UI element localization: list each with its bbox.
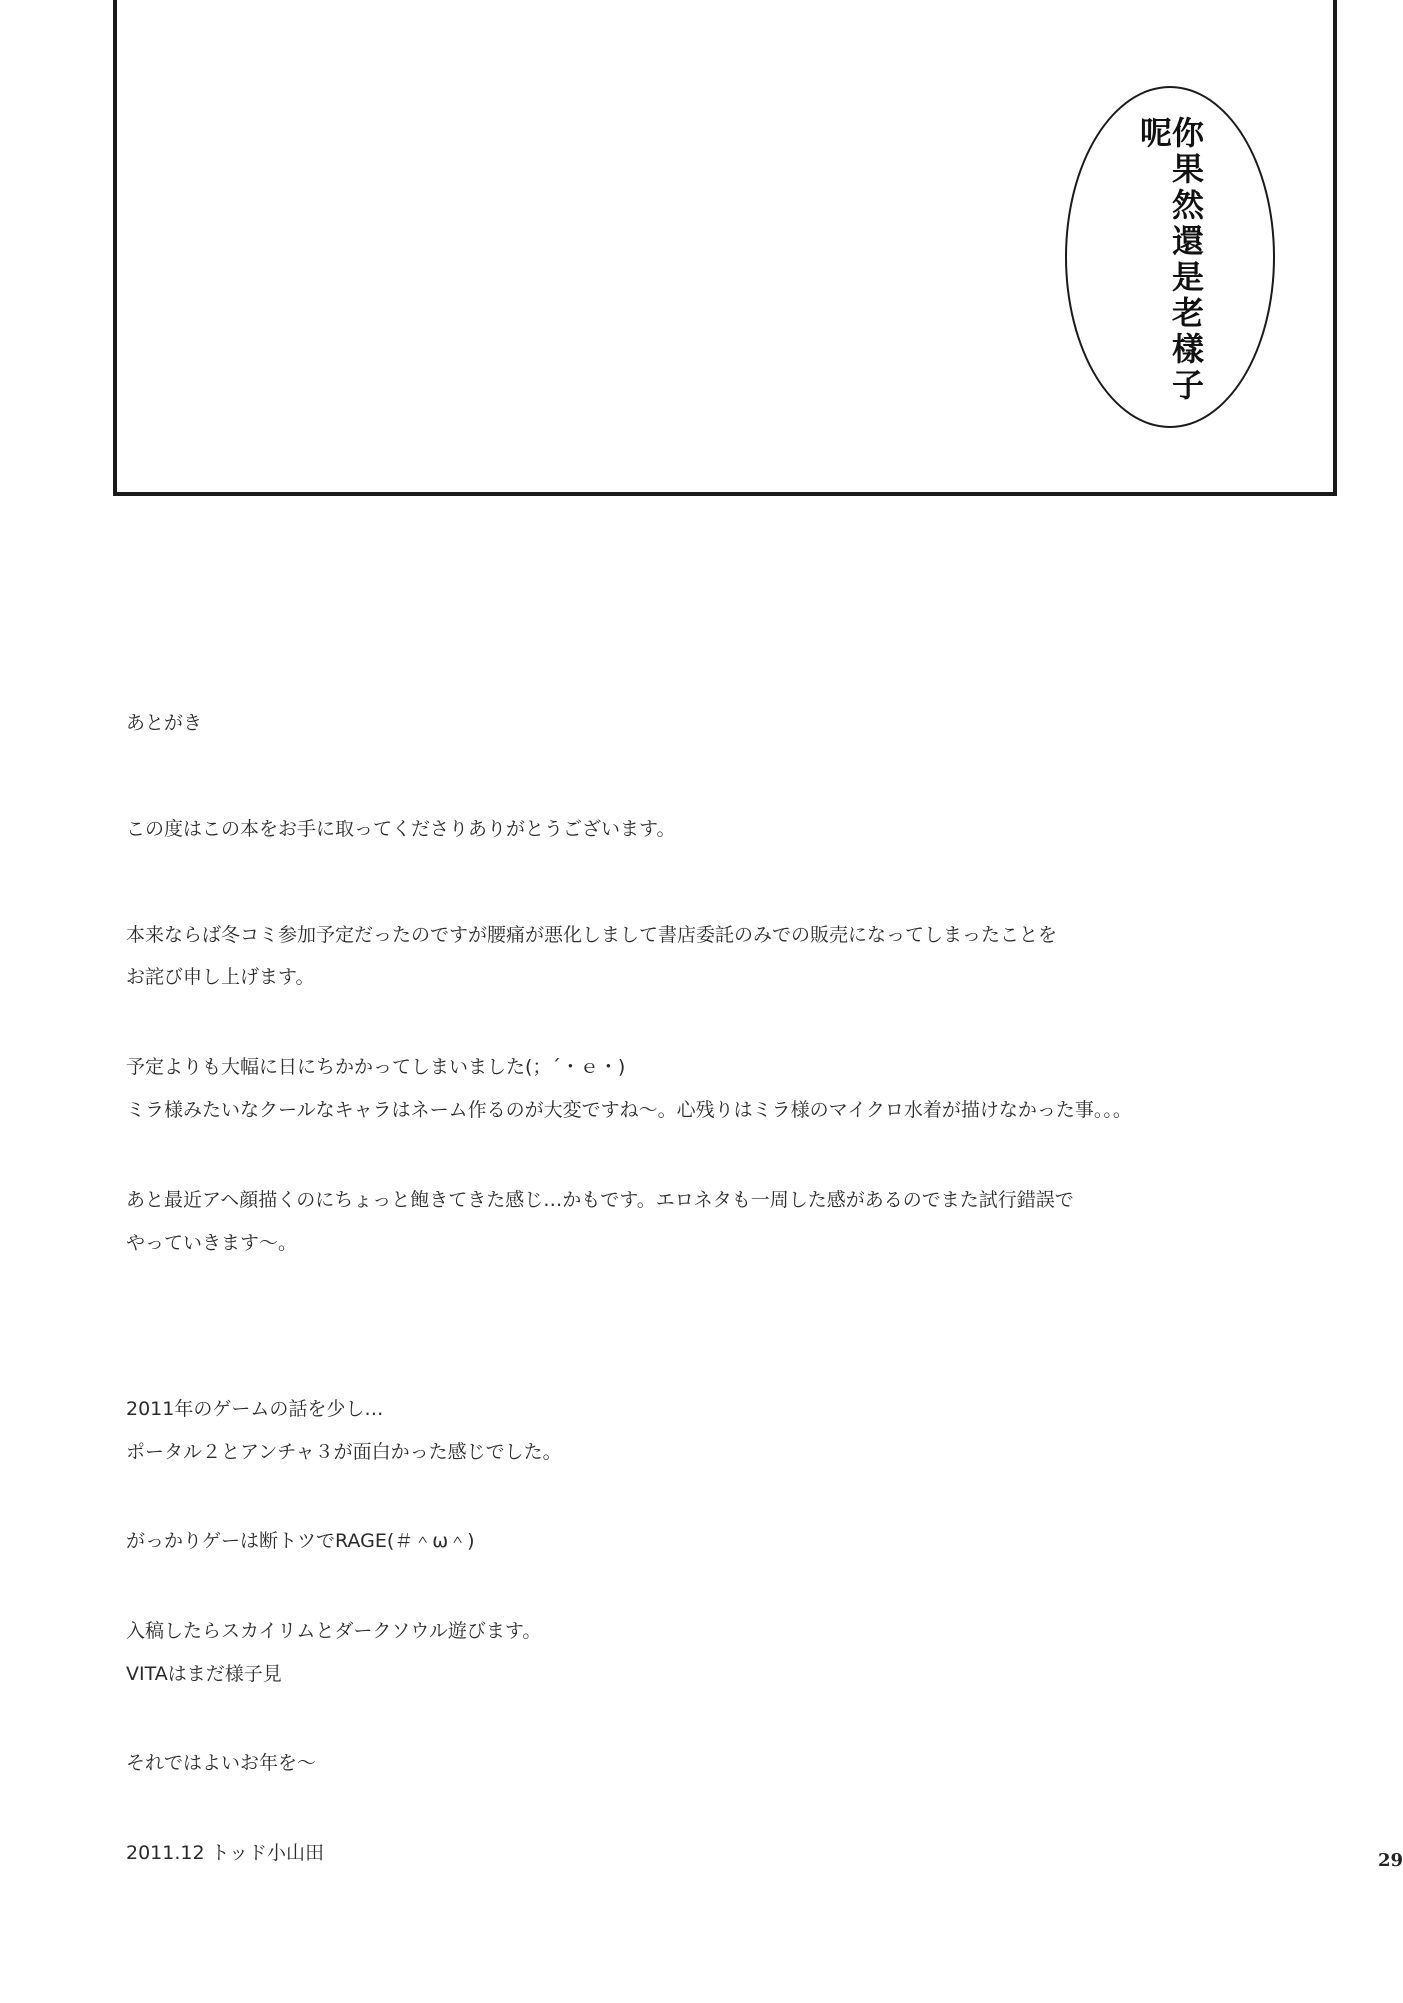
manga-panel [113, 0, 1337, 496]
afterword-title: あとがき [126, 712, 203, 734]
afterword-line: 予定よりも大幅に日にちかかってしまいました(；´・ｅ・) [126, 1056, 626, 1078]
afterword-line: それではよいお年を～ [126, 1752, 317, 1774]
page-number: 29 [1378, 1850, 1403, 1871]
afterword-line: 2011年のゲームの話を少し… [126, 1398, 384, 1420]
afterword-line: ミラ様みたいなクールなキャラはネーム作るのが大変ですね～。心残りはミラ様のマイクロ水着が描けなかった事。。。 [126, 1099, 1132, 1121]
afterword-line: ポータル２とアンチャ３が面白かった感じでした。 [126, 1441, 562, 1463]
afterword-line: がっかりゲーは断トツでRAGE(＃＾ω＾) [126, 1530, 475, 1552]
afterword-line: お詫び申し上げます。 [126, 966, 315, 988]
afterword-line: VITAはまだ様子見 [126, 1663, 282, 1685]
afterword-line: 本来ならば冬コミ参加予定だったのですが腰痛が悪化しまして書店委託のみでの販売になってしまったことを [126, 924, 1058, 946]
speech-bubble [1065, 86, 1275, 428]
afterword-line: やっていきます～。 [126, 1232, 298, 1254]
afterword-line: あと最近アヘ顔描くのにちょっと飽きてきた感じ…かもです。エロネタも一周した感があるのでまた試行錯誤で [126, 1189, 1074, 1211]
afterword-line: 入稿したらスカイリムとダークソウル遊びます。 [126, 1620, 542, 1642]
afterword-line: この度はこの本をお手に取ってくださりありがとうございます。 [126, 818, 676, 840]
afterword-signature: 2011.12 トッド小山田 [126, 1842, 325, 1864]
speech-bubble-text: 你果然還是老樣子呢 [1135, 116, 1205, 404]
